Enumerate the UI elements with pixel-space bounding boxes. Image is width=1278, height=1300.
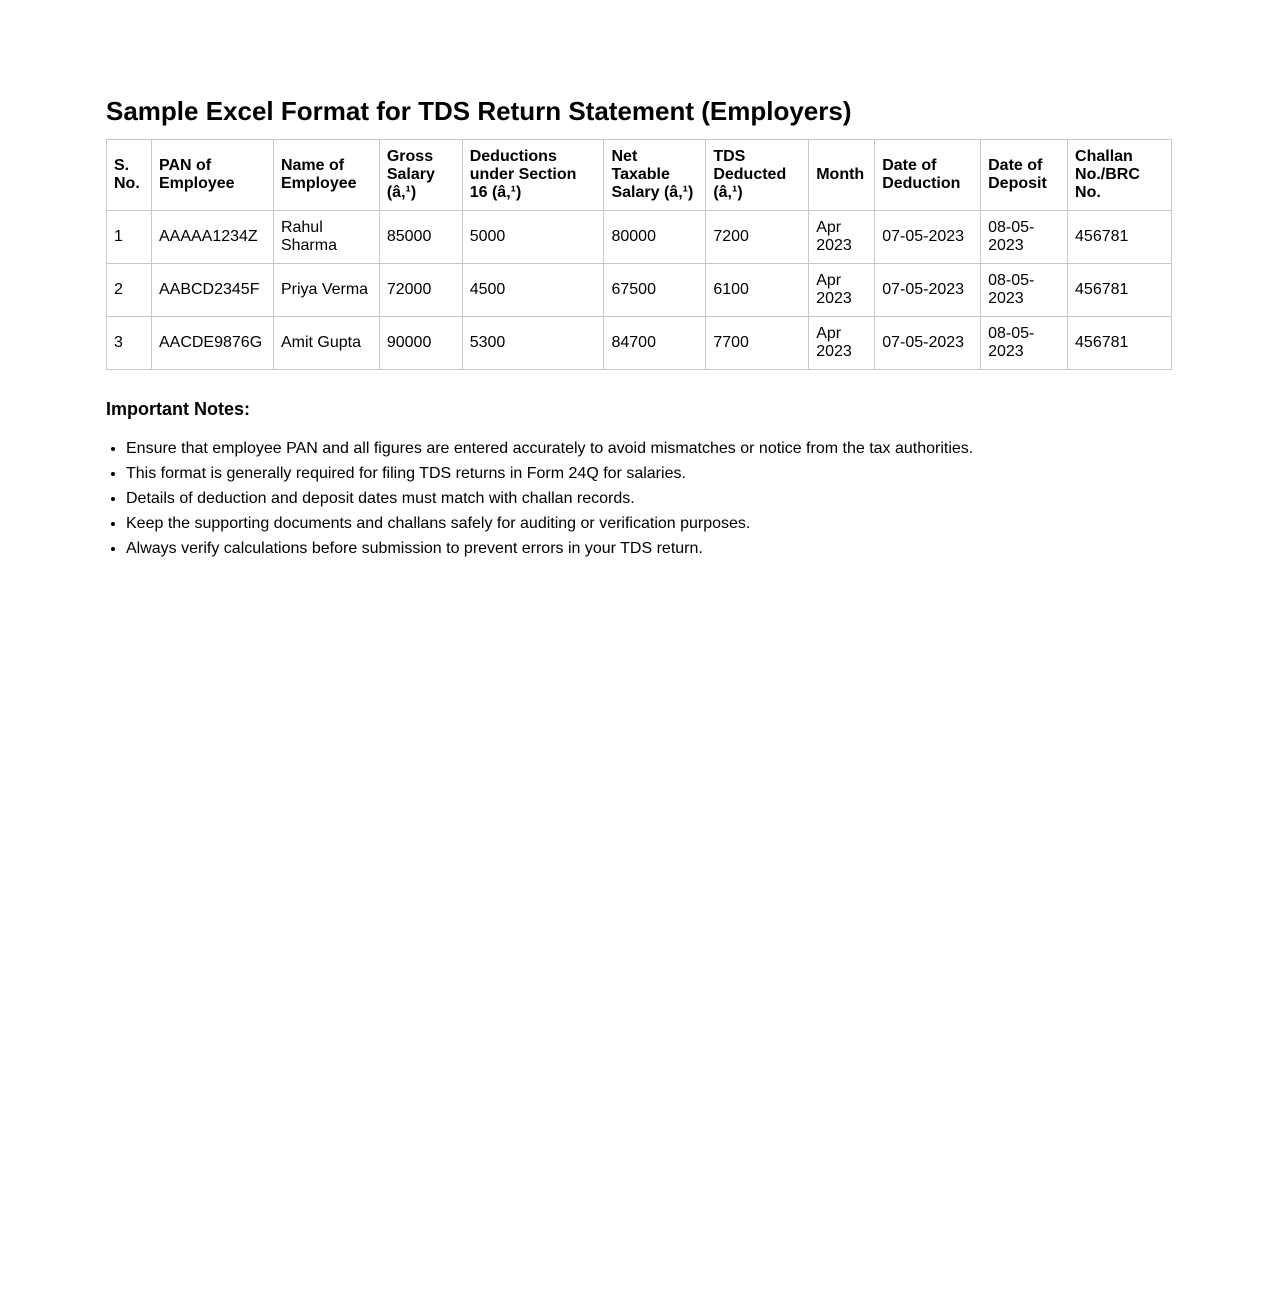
cell-tds-deducted: 6100 (706, 264, 809, 317)
cell-date-deposit: 08-05-2023 (981, 317, 1068, 370)
cell-gross-salary: 72000 (379, 264, 462, 317)
table-row (107, 264, 1172, 317)
cell-challan: 456781 (1068, 264, 1172, 317)
cell-gross-salary: 85000 (379, 211, 462, 264)
cell-deductions: 4500 (462, 264, 604, 317)
cell-net-taxable: 80000 (604, 211, 706, 264)
cell-tds-deducted: 7700 (706, 317, 809, 370)
page-title: Sample Excel Format for TDS Return Statement (Employers) (106, 96, 852, 126)
cell-month: Apr 2023 (809, 264, 875, 317)
col-header-gross-salary: Gross Salary (â‚¹) (379, 140, 462, 211)
list-item: • Details of deduction and deposit dates must match with challan records. (126, 486, 1172, 511)
col-header-pan: PAN of Employee (151, 140, 273, 211)
list-item: • Keep the supporting documents and challans safely for auditing or verification purposes. (126, 511, 1172, 536)
col-header-name: Name of Employee (273, 140, 379, 211)
notes-list (106, 436, 1172, 561)
cell-s-no: 2 (107, 264, 152, 317)
cell-name: Priya Verma (273, 264, 379, 317)
cell-date-deposit: 08-05-2023 (981, 264, 1068, 317)
cell-deductions: 5000 (462, 211, 604, 264)
cell-name: Rahul Sharma (273, 211, 379, 264)
table-header-row (107, 140, 1172, 211)
cell-net-taxable: 67500 (604, 264, 706, 317)
notes-heading: Important Notes: (106, 399, 250, 419)
cell-pan: AAAAA1234Z (151, 211, 273, 264)
col-header-deductions: Deductions under Section 16 (â‚¹) (462, 140, 604, 211)
cell-challan: 456781 (1068, 317, 1172, 370)
cell-date-deduction: 07-05-2023 (875, 264, 981, 317)
cell-deductions: 5300 (462, 317, 604, 370)
tds-table (106, 139, 1172, 370)
cell-name: Amit Gupta (273, 317, 379, 370)
list-item: • Always verify calculations before submission to prevent errors in your TDS return. (126, 536, 1172, 561)
cell-month: Apr 2023 (809, 317, 875, 370)
col-header-s-no: S. No. (107, 140, 152, 211)
table-row (107, 317, 1172, 370)
col-header-tds-deducted: TDS Deducted (â‚¹) (706, 140, 809, 211)
cell-pan: AACDE9876G (151, 317, 273, 370)
col-header-month: Month (809, 140, 875, 211)
cell-tds-deducted: 7200 (706, 211, 809, 264)
cell-s-no: 3 (107, 317, 152, 370)
col-header-challan: Challan No./BRC No. (1068, 140, 1172, 211)
cell-challan: 456781 (1068, 211, 1172, 264)
col-header-date-deduction: Date of Deduction (875, 140, 981, 211)
col-header-net-taxable: Net Taxable Salary (â‚¹) (604, 140, 706, 211)
cell-date-deduction: 07-05-2023 (875, 211, 981, 264)
cell-gross-salary: 90000 (379, 317, 462, 370)
table-row (107, 211, 1172, 264)
list-item: • Ensure that employee PAN and all figures are entered accurately to avoid mismatches or notice from the tax authorities. (126, 436, 1172, 461)
cell-date-deduction: 07-05-2023 (875, 317, 981, 370)
cell-month: Apr 2023 (809, 211, 875, 264)
col-header-date-deposit: Date of Deposit (981, 140, 1068, 211)
list-item: • This format is generally required for filing TDS returns in Form 24Q for salaries. (126, 461, 1172, 486)
cell-pan: AABCD2345F (151, 264, 273, 317)
cell-date-deposit: 08-05-2023 (981, 211, 1068, 264)
cell-net-taxable: 84700 (604, 317, 706, 370)
cell-s-no: 1 (107, 211, 152, 264)
document (106, 95, 1172, 561)
